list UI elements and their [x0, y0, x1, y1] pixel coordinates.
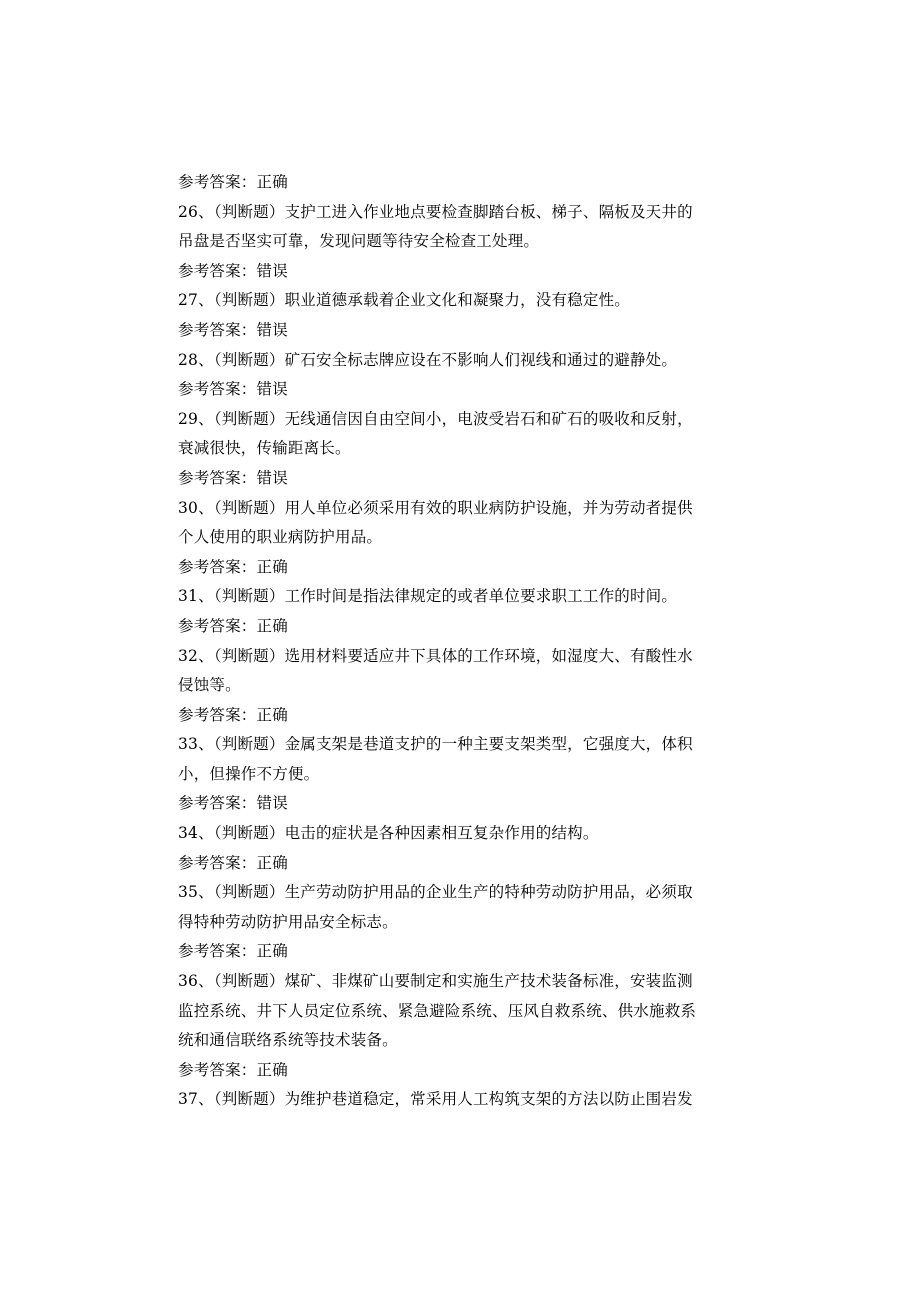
question-block: [178, 642, 748, 701]
document-body: [178, 168, 748, 1115]
answer-line: 参考答案：错误: [178, 261, 288, 280]
answer-block: [178, 168, 748, 198]
question-line: 小，但操作不方便。: [178, 764, 320, 783]
answer-block: [178, 464, 748, 494]
answer-line: 参考答案：正确: [178, 853, 288, 872]
question-block: [178, 819, 748, 849]
answer-block: [178, 257, 748, 287]
question-line: 36、（判断题）煤矿、非煤矿山要制定和实施生产技术装备标准，安装监测: [178, 972, 693, 991]
question-block: [178, 582, 748, 612]
question-block: [178, 1085, 748, 1115]
answer-block: [178, 1056, 748, 1086]
question-line: 30、（判断题）用人单位必须采用有效的职业病防护设施，并为劳动者提供: [178, 498, 693, 517]
question-line: 26、（判断题）支护工进入作业地点要检查脚踏台板、梯子、隔板及天井的: [178, 202, 693, 221]
question-line: 37、（判断题）为维护巷道稳定，常采用人工构筑支架的方法以防止围岩发: [178, 1090, 693, 1109]
question-line: 27、（判断题）职业道德承载着企业文化和凝聚力，没有稳定性。: [178, 291, 630, 310]
question-line: 35、（判断题）生产劳动防护用品的企业生产的特种劳动防护用品，必须取: [178, 883, 693, 902]
answer-block: [178, 553, 748, 583]
question-line: 监控系统、井下人员定位系统、紧急避险系统、压风自救系统、供水施救系: [178, 1001, 697, 1020]
answer-line: 参考答案：正确: [178, 557, 288, 576]
answer-block: [178, 316, 748, 346]
question-block: [178, 494, 748, 553]
question-line: 得特种劳动防护用品安全标志。: [178, 912, 398, 931]
question-block: [178, 405, 748, 464]
answer-line: 参考答案：错误: [178, 320, 288, 339]
answer-block: [178, 789, 748, 819]
question-line: 吊盘是否坚实可靠，发现问题等待安全检查工处理。: [178, 232, 540, 251]
answer-block: [178, 375, 748, 405]
answer-line: 参考答案：正确: [178, 1060, 288, 1079]
question-line: 29、（判断题）无线通信因自由空间小，电波受岩石和矿石的吸收和反射，: [178, 409, 693, 428]
answer-block: [178, 612, 748, 642]
answer-block: [178, 937, 748, 967]
question-line: 个人使用的职业病防护用品。: [178, 528, 383, 547]
question-block: [178, 198, 748, 257]
answer-line: 参考答案：错误: [178, 380, 288, 399]
question-line: 31、（判断题）工作时间是指法律规定的或者单位要求职工工作的时间。: [178, 587, 678, 606]
answer-line: 参考答案：错误: [178, 794, 288, 813]
question-block: [178, 730, 748, 789]
question-line: 34、（判断题）电击的症状是各种因素相互复杂作用的结构。: [178, 824, 599, 843]
question-block: [178, 286, 748, 316]
answer-line: 参考答案：错误: [178, 468, 288, 487]
answer-line: 参考答案：正确: [178, 705, 288, 724]
question-block: [178, 878, 748, 937]
answer-line: 参考答案：正确: [178, 616, 288, 635]
question-line: 32、（判断题）选用材料要适应井下具体的工作环境，如湿度大、有酸性水: [178, 646, 693, 665]
question-line: 衰减很快，传输距离长。: [178, 439, 351, 458]
question-line: 28、（判断题）矿石安全标志牌应设在不影响人们视线和通过的避静处。: [178, 350, 678, 369]
answer-line: 参考答案：正确: [178, 942, 288, 961]
question-line: 侵蚀等。: [178, 676, 241, 695]
answer-line: 参考答案：正确: [178, 173, 288, 191]
answer-block: [178, 849, 748, 879]
answer-block: [178, 701, 748, 731]
question-line: 33、（判断题）金属支架是巷道支护的一种主要支架类型，它强度大，体积: [178, 735, 693, 754]
question-block: [178, 346, 748, 376]
question-block: [178, 967, 748, 1056]
question-line: 统和通信联络系统等技术装备。: [178, 1031, 398, 1050]
